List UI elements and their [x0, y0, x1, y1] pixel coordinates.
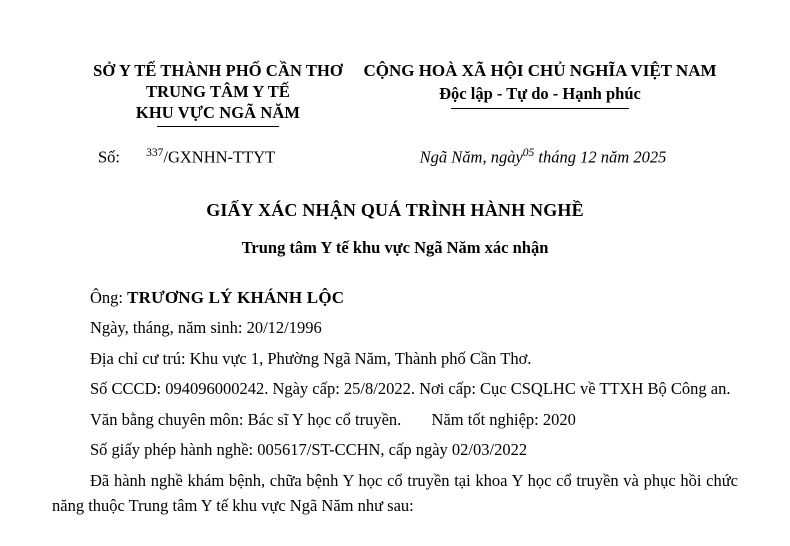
residence-address-line: Địa chỉ cư trú: Khu vực 1, Phường Ngã Năm, Thành phố Cần Thơ.	[90, 348, 532, 368]
place-date-prefix: Ngã Năm, ngày	[419, 147, 523, 167]
national-motto: Độc lập - Tự do - Hạnh phúc	[439, 84, 641, 103]
graduation-year-text: Năm tốt nghiệp: 2020	[431, 409, 576, 429]
year-label: năm	[600, 147, 630, 167]
issuing-organization-block	[52, 60, 352, 127]
date-month: 12	[580, 147, 597, 167]
center-name-line1: TRUNG TÂM Y TẾ	[146, 82, 290, 101]
month-label: tháng	[538, 147, 577, 167]
person-name-label: Ông:	[90, 287, 123, 307]
license-number-line: Số giấy phép hành nghề: 005617/ST-CCHN, cấp ngày 02/03/2022	[90, 440, 528, 459]
date-year: 2025	[633, 147, 667, 167]
page-subtitle: Trung tâm Y tế khu vực Ngã Năm xác nhận	[241, 237, 549, 257]
practice-history-line: Đã hành nghề khám bệnh, chữa bệnh Y học cổ truyền tại khoa Y học cổ truyền và phục hồi chức năng thuộc Trung tâm Y tế khu vực Ngã Năm như sau:	[52, 470, 738, 515]
person-name-value: TRƯƠNG LÝ KHÁNH LỘC	[127, 287, 345, 307]
document-number	[52, 147, 352, 168]
document-body	[52, 285, 738, 519]
document-number-value: 337	[146, 147, 164, 159]
person-name-line	[52, 285, 738, 311]
date-of-birth-line: Ngày, tháng, năm sinh: 20/12/1996	[90, 318, 322, 337]
degree-line	[52, 407, 738, 433]
citizen-id-line: Số CCCD: 094096000242. Ngày cấp: 25/8/2022. Nơi cấp: Cục CSQLHC về TTXH Bộ Công an.	[90, 379, 731, 398]
place-and-date	[352, 147, 738, 168]
degree-text: Văn bằng chuyên môn: Bác sĩ Y học cổ truyền.	[90, 409, 402, 429]
page-title: GIẤY XÁC NHẬN QUÁ TRÌNH HÀNH NGHỀ	[206, 199, 584, 220]
organization-underline	[157, 126, 279, 127]
date-day: 05	[522, 147, 535, 159]
document-number-label: Số:	[98, 147, 121, 167]
motto-underline	[451, 108, 629, 109]
number-and-date-row	[52, 147, 738, 168]
document-number-suffix: /GXNHN-TTYT	[163, 147, 276, 167]
national-heading-block	[352, 60, 738, 109]
department-name: SỞ Y TẾ THÀNH PHỐ CẦN THƠ	[93, 61, 343, 80]
national-title: CỘNG HOÀ XÃ HỘI CHỦ NGHĨA VIỆT NAM	[363, 61, 717, 80]
document-header	[52, 60, 738, 127]
center-name-line2: KHU VỰC NGÃ NĂM	[135, 103, 301, 122]
